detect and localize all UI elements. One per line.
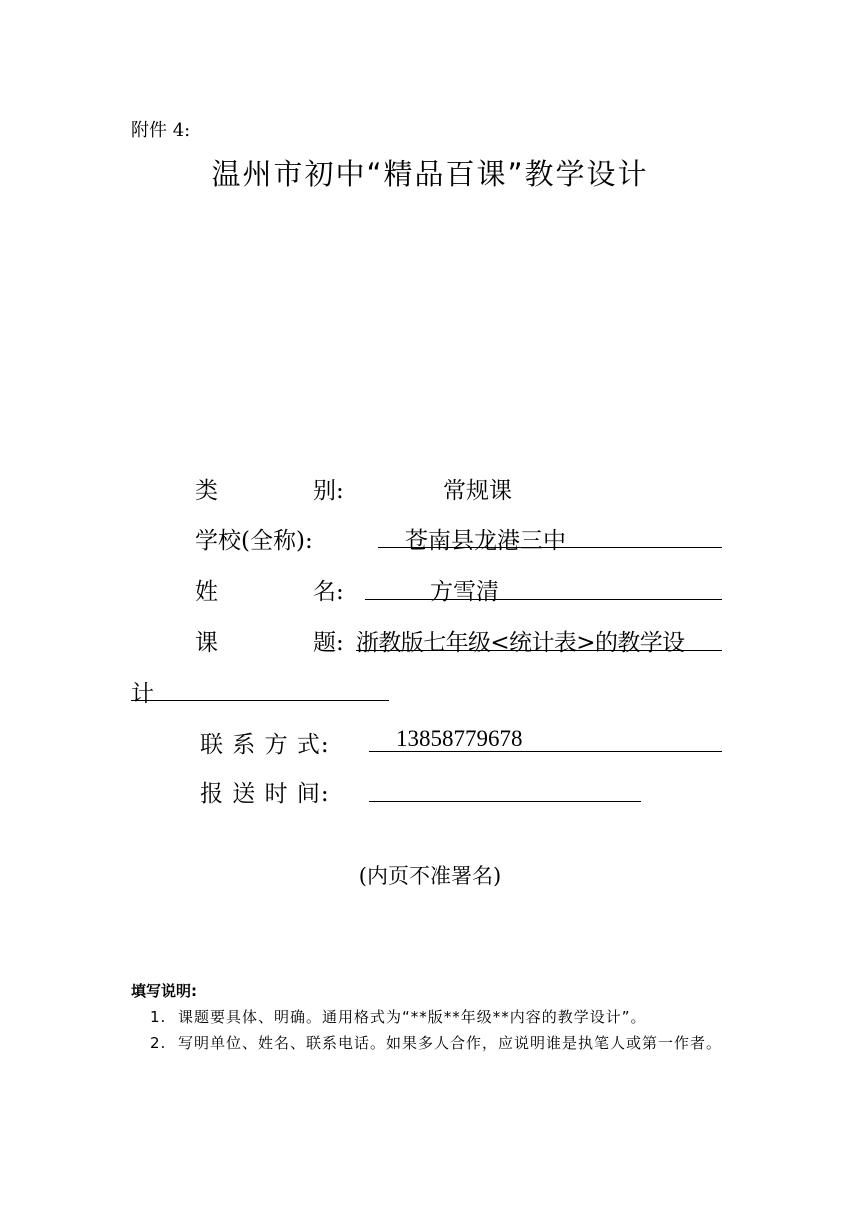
contact-value: 13858779678	[396, 726, 523, 751]
name-underline	[365, 599, 722, 600]
school-label: 学校(全称):	[195, 528, 313, 554]
category-label-a: 类	[195, 478, 218, 504]
attachment-label: 附件 4:	[131, 120, 191, 141]
submit-time-underline	[369, 801, 641, 802]
topic-value-line2: 计	[131, 681, 154, 707]
list-item	[150, 1004, 740, 1030]
list-item	[150, 1030, 740, 1056]
page-title: 温州市初中“精品百课”教学设计	[211, 157, 649, 191]
topic-value-line1: 浙教版七年级<统计表>的教学设	[356, 630, 685, 656]
name-label-a: 姓	[195, 579, 218, 605]
name-label-b: 名:	[313, 579, 344, 605]
topic-label-a: 课	[195, 630, 218, 656]
list-item-text: 写明单位、姓名、联系电话。如果多人合作，应说明谁是执笔人或第一作者。	[178, 1034, 723, 1052]
school-value: 苍南县龙港三中	[405, 528, 566, 554]
category-value: 常规课	[443, 478, 512, 504]
inner-page-note: (内页不准署名)	[358, 864, 502, 888]
instructions-heading: 填写说明:	[131, 982, 197, 1000]
topic-underline-2	[131, 700, 389, 701]
list-item-number: 1.	[150, 1008, 167, 1026]
contact-label: 联 系 方 式:	[200, 732, 330, 758]
name-value: 方雪清	[430, 579, 499, 605]
list-item-text: 课题要具体、明确。通用格式为“**版**年级**内容的教学设计”。	[178, 1008, 647, 1026]
topic-label-b: 题:	[313, 630, 344, 656]
instructions-list	[150, 1004, 740, 1056]
submit-time-label: 报 送 时 间:	[200, 781, 330, 807]
list-item-number: 2.	[150, 1034, 167, 1052]
category-label-b: 别:	[313, 478, 344, 504]
